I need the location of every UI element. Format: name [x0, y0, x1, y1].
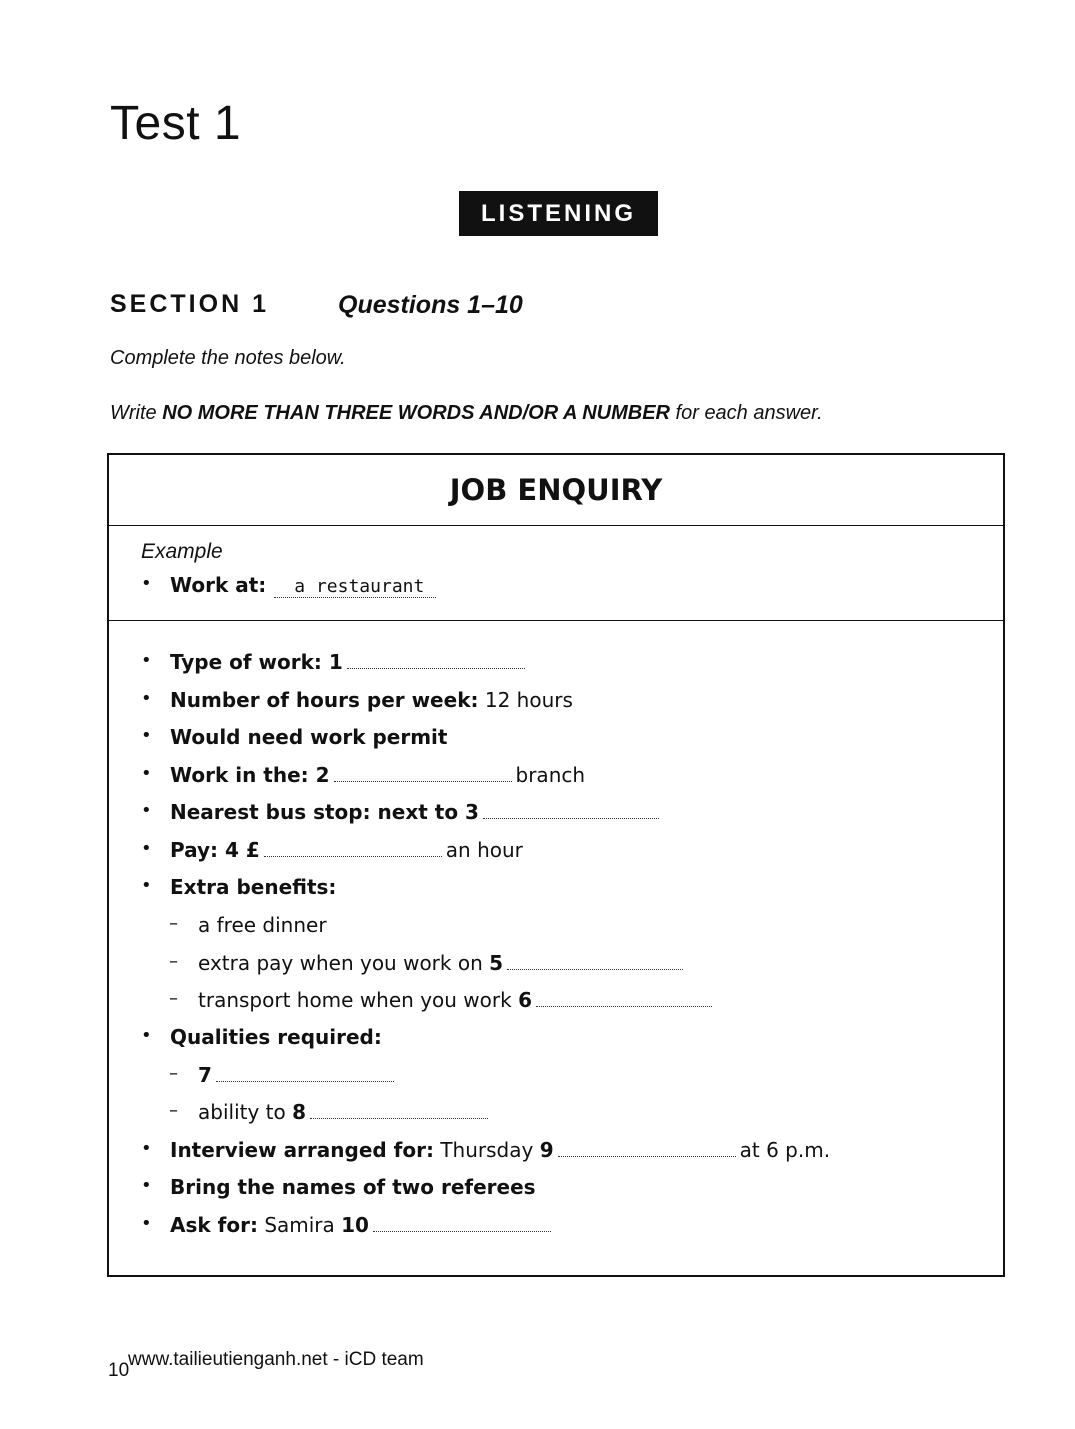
listening-banner: LISTENING: [459, 191, 658, 236]
instruction-post: for each answer.: [669, 402, 823, 424]
work-permit: Would need work permit: [170, 725, 448, 749]
referees: Bring the names of two referees: [170, 1175, 536, 1199]
page-title: Test 1: [110, 97, 242, 150]
answer-blank-8[interactable]: [310, 1117, 488, 1119]
dash-icon: –: [169, 913, 178, 934]
example-prompt: Work at:: [170, 573, 267, 597]
answer-blank-9[interactable]: [558, 1155, 736, 1157]
interview-text: Thursday: [440, 1138, 534, 1162]
instruction-word-limit: [110, 402, 823, 425]
type-of-work-label: Type of work: 1: [170, 650, 343, 674]
ask-text: Samira: [264, 1213, 335, 1237]
bullet-icon: •: [141, 763, 152, 784]
pay-after: an hour: [445, 838, 523, 862]
instruction-complete: Complete the notes below.: [110, 347, 346, 369]
bus-stop-label: Nearest bus stop: next to 3: [170, 800, 479, 824]
questions-label: Questions 1–10: [338, 291, 523, 319]
bullet-icon: •: [141, 875, 152, 896]
answer-blank-6[interactable]: [536, 1005, 712, 1007]
question-number-10: 10: [341, 1213, 369, 1237]
example-label: Example: [141, 540, 223, 563]
benefit-2-text: extra pay when you work on: [198, 951, 483, 975]
answer-blank-10[interactable]: [373, 1230, 551, 1232]
section-label: SECTION 1: [110, 290, 269, 318]
answer-blank-5[interactable]: [507, 968, 683, 970]
dash-icon: –: [169, 988, 178, 1009]
answer-blank-1[interactable]: [347, 667, 525, 669]
benefit-3-text: transport home when you work: [198, 988, 512, 1012]
bullet-icon: •: [141, 725, 152, 746]
question-number-9: 9: [539, 1138, 554, 1162]
dash-icon: –: [169, 951, 178, 972]
bullet-icon: •: [141, 1025, 152, 1046]
question-number-7: 7: [198, 1063, 212, 1087]
answer-blank-2[interactable]: [334, 780, 512, 782]
hours-value: 12 hours: [484, 688, 573, 712]
bullet-icon: •: [141, 650, 152, 671]
page-number: 10: [108, 1360, 130, 1381]
bullet-icon: •: [141, 1138, 152, 1159]
extra-benefits-label: Extra benefits:: [170, 875, 337, 899]
website-footer: www.tailieutienganh.net - iCD team: [128, 1349, 424, 1370]
bullet-icon: •: [141, 688, 152, 709]
work-in-label: Work in the: 2: [170, 763, 330, 787]
bullet-icon: •: [141, 800, 152, 821]
bullet-icon: •: [141, 838, 152, 859]
section-heading: [110, 290, 523, 319]
bullet-icon: •: [141, 1175, 152, 1196]
dash-icon: –: [169, 1063, 178, 1084]
bullet-icon: •: [141, 1213, 152, 1234]
question-number-8: 8: [292, 1100, 307, 1124]
ask-label: Ask for:: [170, 1213, 258, 1237]
question-number-5: 5: [489, 951, 504, 975]
question-number-6: 6: [518, 988, 532, 1012]
quality-2-text: ability to: [198, 1100, 286, 1124]
example-answer: a restaurant: [274, 576, 436, 598]
work-in-after: branch: [515, 763, 586, 787]
pay-label: Pay: 4 £: [170, 838, 260, 862]
answer-blank-4[interactable]: [264, 855, 442, 857]
example-divider: [109, 620, 1003, 621]
benefit-1: a free dinner: [198, 913, 327, 937]
answer-blank-3[interactable]: [483, 817, 659, 819]
instruction-pre: Write: [110, 402, 163, 424]
answer-blank-7[interactable]: [216, 1080, 394, 1082]
qualities-label: Qualities required:: [170, 1025, 382, 1049]
interview-after: at 6 p.m.: [739, 1138, 831, 1162]
dash-icon: –: [169, 1100, 178, 1121]
notes-title: JOB ENQUIRY: [109, 455, 1003, 526]
job-enquiry-notes: [107, 453, 1005, 1277]
interview-label: Interview arranged for:: [170, 1138, 434, 1162]
bullet-icon: •: [141, 573, 152, 594]
instruction-bold: NO MORE THAN THREE WORDS AND/OR A NUMBER: [162, 402, 670, 424]
hours-label: Number of hours per week:: [170, 688, 479, 712]
